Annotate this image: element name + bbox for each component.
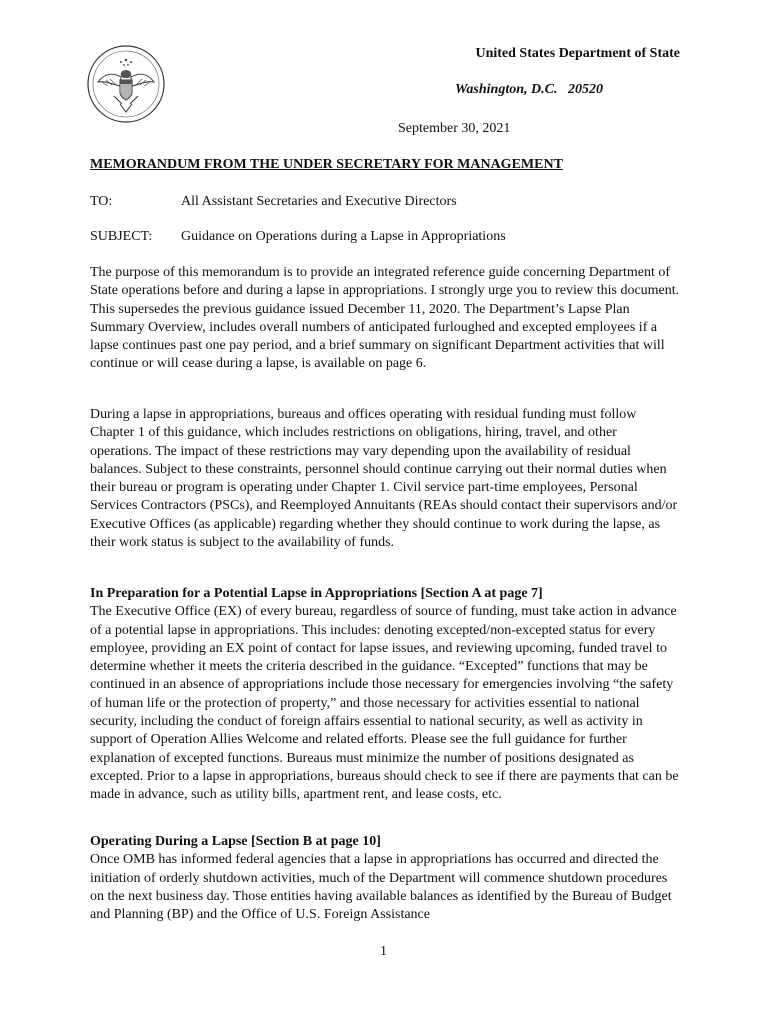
section-preparation-heading: In Preparation for a Potential Lapse in Appropriations [Section A at page 7] xyxy=(90,586,543,601)
paragraph-purpose xyxy=(90,264,682,374)
to-value: All Assistant Secretaries and Executive Directors xyxy=(181,194,457,209)
section-preparation-text: The Executive Office (EX) of every bureau, regardless of source of funding, must take action in advance of a potential lapse in appropriations. This includes: denoting excepted/non-excepted status for every employee, providing an EX point of contact for lapse issues, and reviewing upcoming, funded travel to determine whether it meets the criteria described in the guidance. “Excepted” functions that may be continued in an absence of appropriations include those necessary for emergencies involving “the safety of human life or the protection of property,” and those necessary for activities essential to national security, including the conduct of foreign affairs essential to national security, as well as activity in support of Operation Allies Welcome and related efforts. Please see the full guidance for further explanation of excepted functions. Bureaus must minimize the number of positions designated as excepted. Prior to a lapse in appropriations, bureaus should check to see if there are payments that can be made in advance, such as utility bills, apartment rent, and lease costs, etc. xyxy=(90,604,679,803)
section-preparation xyxy=(90,585,682,805)
section-operating-heading: Operating During a Lapse [Section B at page 10] xyxy=(90,834,381,849)
page-number: 1 xyxy=(380,944,387,959)
to-label: TO: xyxy=(90,194,113,209)
memo-date: September 30, 2021 xyxy=(398,121,511,136)
section-operating-text: Once OMB has informed federal agencies that a lapse in appropriations has occurred and directed the initiation of orderly shutdown activities, much of the Department will commence shutdown procedures on the next business day. Those entities having available balances as identified by the Bureau of Budget and Planning (BP) and the Office of U.S. Foreign Assistance xyxy=(90,852,672,923)
paragraph-purpose-text: The purpose of this memorandum is to provide an integrated reference guide concerning Department of State operations before and during a lapse in appropriations. I strongly urge you to review this document. This supersedes the previous guidance issued December 11, 2020. The Department’s Lapse Plan Summary Overview, includes overall numbers of anticipated furloughed and excepted employees if a lapse continues past one pay period, and a brief summary on significant Department activities that will continue or will cease during a lapse, is available on page 6. xyxy=(90,265,680,372)
memo-title: MEMORANDUM FROM THE UNDER SECRETARY FOR MANAGEMENT xyxy=(90,157,563,172)
paragraph-residual-funding xyxy=(90,406,682,552)
section-operating xyxy=(90,833,682,924)
department-seal-icon xyxy=(86,44,166,124)
agency-name: United States Department of State xyxy=(475,46,680,61)
subject-value: Guidance on Operations during a Lapse in Appropriations xyxy=(181,229,506,244)
subject-label: SUBJECT: xyxy=(90,229,153,244)
agency-location: Washington, D.C. 20520 xyxy=(455,82,603,97)
paragraph-residual-funding-text: During a lapse in appropriations, bureaus and offices operating with residual funding must follow Chapter 1 of this guidance, which includes restrictions on obligations, hiring, travel, and other operations. The impact of these restrictions may vary depending upon the availability of residual balances. Subject to these constraints, personnel should continue carrying out their normal duties when their bureau or program is operating under Chapter 1. Civil service part-time employees, Personal Services Contractors (PSCs), and Reemployed Annuitants (REAs should contact their supervisors and/or Executive Offices (as applicable) regarding whether they should continue to work during the lapse, as their work status is subject to the availability of funds. xyxy=(90,407,678,551)
